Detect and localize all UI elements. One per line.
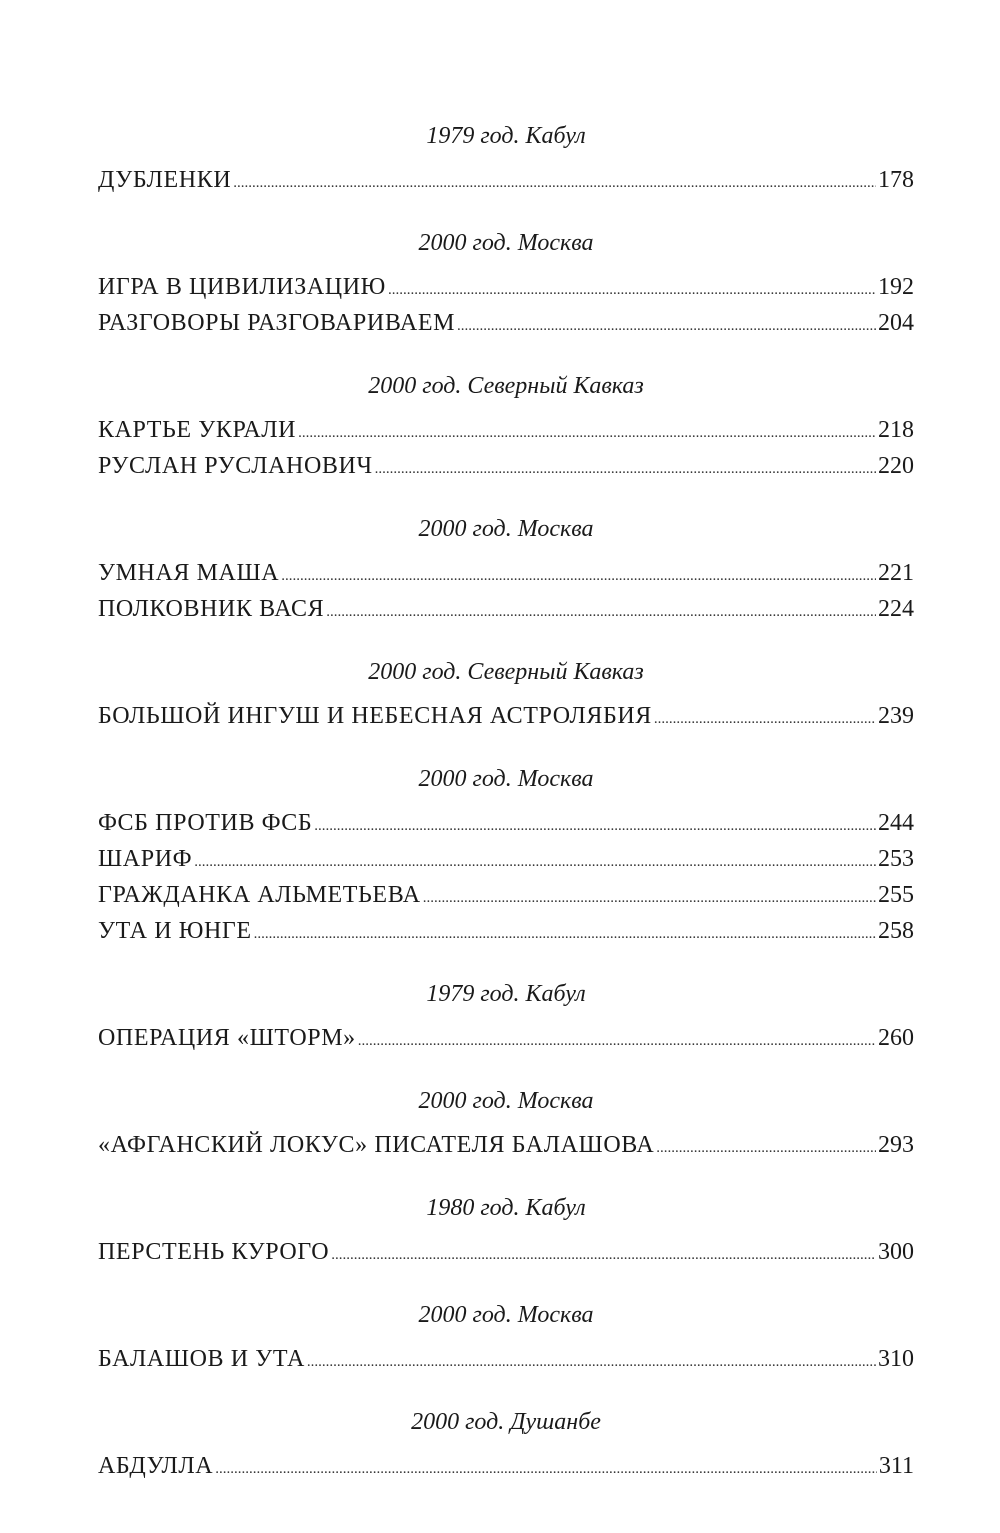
toc-entry[interactable] <box>98 555 914 591</box>
toc-entry[interactable] <box>98 412 914 448</box>
toc-entry[interactable] <box>98 1341 914 1377</box>
entry-title: ФСБ ПРОТИВ ФСБ <box>98 810 313 836</box>
toc-entry[interactable] <box>98 1234 914 1270</box>
section-heading: 1979 год. Кабул <box>426 123 586 149</box>
entry-title: УМНАЯ МАША <box>98 560 280 586</box>
table-of-contents <box>98 118 914 1484</box>
dot-leader <box>331 1237 876 1273</box>
toc-section <box>98 761 914 949</box>
dot-leader <box>423 880 876 916</box>
entry-page-number: 253 <box>878 846 914 872</box>
toc-entry[interactable] <box>98 877 914 913</box>
entry-page-number: 204 <box>878 310 914 336</box>
entry-page-number: 224 <box>878 596 914 622</box>
toc-entry[interactable] <box>98 841 914 877</box>
toc-entry[interactable] <box>98 913 914 949</box>
entry-page-number: 300 <box>878 1239 914 1265</box>
entry-title: АБДУЛЛА <box>98 1453 214 1479</box>
dot-leader <box>656 1130 876 1166</box>
dot-leader <box>457 308 876 344</box>
entry-title: БАЛАШОВ И УТА <box>98 1346 305 1372</box>
dot-leader <box>215 1451 877 1487</box>
entry-title: «АФГАНСКИЙ ЛОКУС» ПИСАТЕЛЯ БАЛАШОВА <box>98 1132 655 1158</box>
toc-entry[interactable] <box>98 1448 914 1484</box>
toc-entry[interactable] <box>98 698 914 734</box>
entry-title: ШАРИФ <box>98 846 193 872</box>
entry-title: ИГРА В ЦИВИЛИЗАЦИЮ <box>98 274 386 300</box>
section-heading: 2000 год. Москва <box>418 766 594 792</box>
entry-page-number: 192 <box>878 274 914 300</box>
entry-page-number: 255 <box>878 882 914 908</box>
entry-title: РАЗГОВОРЫ РАЗГОВАРИВАЕМ <box>98 310 456 336</box>
toc-entry[interactable] <box>98 805 914 841</box>
entry-page-number: 239 <box>878 703 914 729</box>
entry-page-number: 293 <box>878 1132 914 1158</box>
toc-section <box>98 1083 914 1163</box>
toc-section <box>98 654 914 734</box>
section-heading: 2000 год. Москва <box>418 516 594 542</box>
toc-entry[interactable] <box>98 1020 914 1056</box>
toc-section <box>98 225 914 341</box>
toc-section <box>98 976 914 1056</box>
toc-entry[interactable] <box>98 448 914 484</box>
toc-entry[interactable] <box>98 305 914 341</box>
toc-section <box>98 368 914 484</box>
section-heading: 1980 год. Кабул <box>426 1195 586 1221</box>
dot-leader <box>233 165 876 201</box>
entry-page-number: 178 <box>878 167 914 193</box>
entry-page-number: 310 <box>878 1346 914 1372</box>
entry-page-number: 311 <box>878 1453 914 1479</box>
section-heading: 2000 год. Москва <box>418 1088 594 1114</box>
dot-leader <box>654 701 876 737</box>
toc-section <box>98 511 914 627</box>
toc-entry[interactable] <box>98 1127 914 1163</box>
section-heading: 2000 год. Москва <box>418 1302 594 1328</box>
dot-leader <box>314 808 876 844</box>
dot-leader <box>307 1344 876 1380</box>
entry-page-number: 244 <box>878 810 914 836</box>
section-heading: 2000 год. Москва <box>418 230 594 256</box>
dot-leader <box>375 451 876 487</box>
dot-leader <box>254 916 876 952</box>
entry-page-number: 258 <box>878 918 914 944</box>
section-heading: 2000 год. Душанбе <box>411 1409 601 1435</box>
toc-entry[interactable] <box>98 269 914 305</box>
section-heading: 2000 год. Северный Кавказ <box>368 659 644 685</box>
entry-page-number: 220 <box>878 453 914 479</box>
entry-title: КАРТЬЕ УКРАЛИ <box>98 417 297 443</box>
entry-title: ПЕРСТЕНЬ КУРОГО <box>98 1239 330 1265</box>
entry-title: ГРАЖДАНКА АЛЬМЕТЬЕВА <box>98 882 421 908</box>
toc-section <box>98 1297 914 1377</box>
entry-page-number: 260 <box>878 1025 914 1051</box>
dot-leader <box>358 1023 876 1059</box>
toc-entry[interactable] <box>98 162 914 198</box>
entry-page-number: 221 <box>878 560 914 586</box>
section-heading: 1979 год. Кабул <box>426 981 586 1007</box>
dot-leader <box>194 844 876 880</box>
toc-entry[interactable] <box>98 591 914 627</box>
dot-leader <box>281 558 876 594</box>
entry-title: БОЛЬШОЙ ИНГУШ И НЕБЕСНАЯ АСТРОЛЯБИЯ <box>98 703 652 729</box>
toc-section <box>98 118 914 198</box>
toc-section <box>98 1404 914 1484</box>
entry-title: УТА И ЮНГЕ <box>98 918 252 944</box>
entry-page-number: 218 <box>878 417 914 443</box>
dot-leader <box>298 415 876 451</box>
toc-section <box>98 1190 914 1270</box>
entry-title: РУСЛАН РУСЛАНОВИЧ <box>98 453 373 479</box>
dot-leader <box>326 594 876 630</box>
entry-title: ПОЛКОВНИК ВАСЯ <box>98 596 325 622</box>
entry-title: ДУБЛЕНКИ <box>98 167 232 193</box>
dot-leader <box>388 272 876 308</box>
entry-title: ОПЕРАЦИЯ «ШТОРМ» <box>98 1025 356 1051</box>
section-heading: 2000 год. Северный Кавказ <box>368 373 644 399</box>
